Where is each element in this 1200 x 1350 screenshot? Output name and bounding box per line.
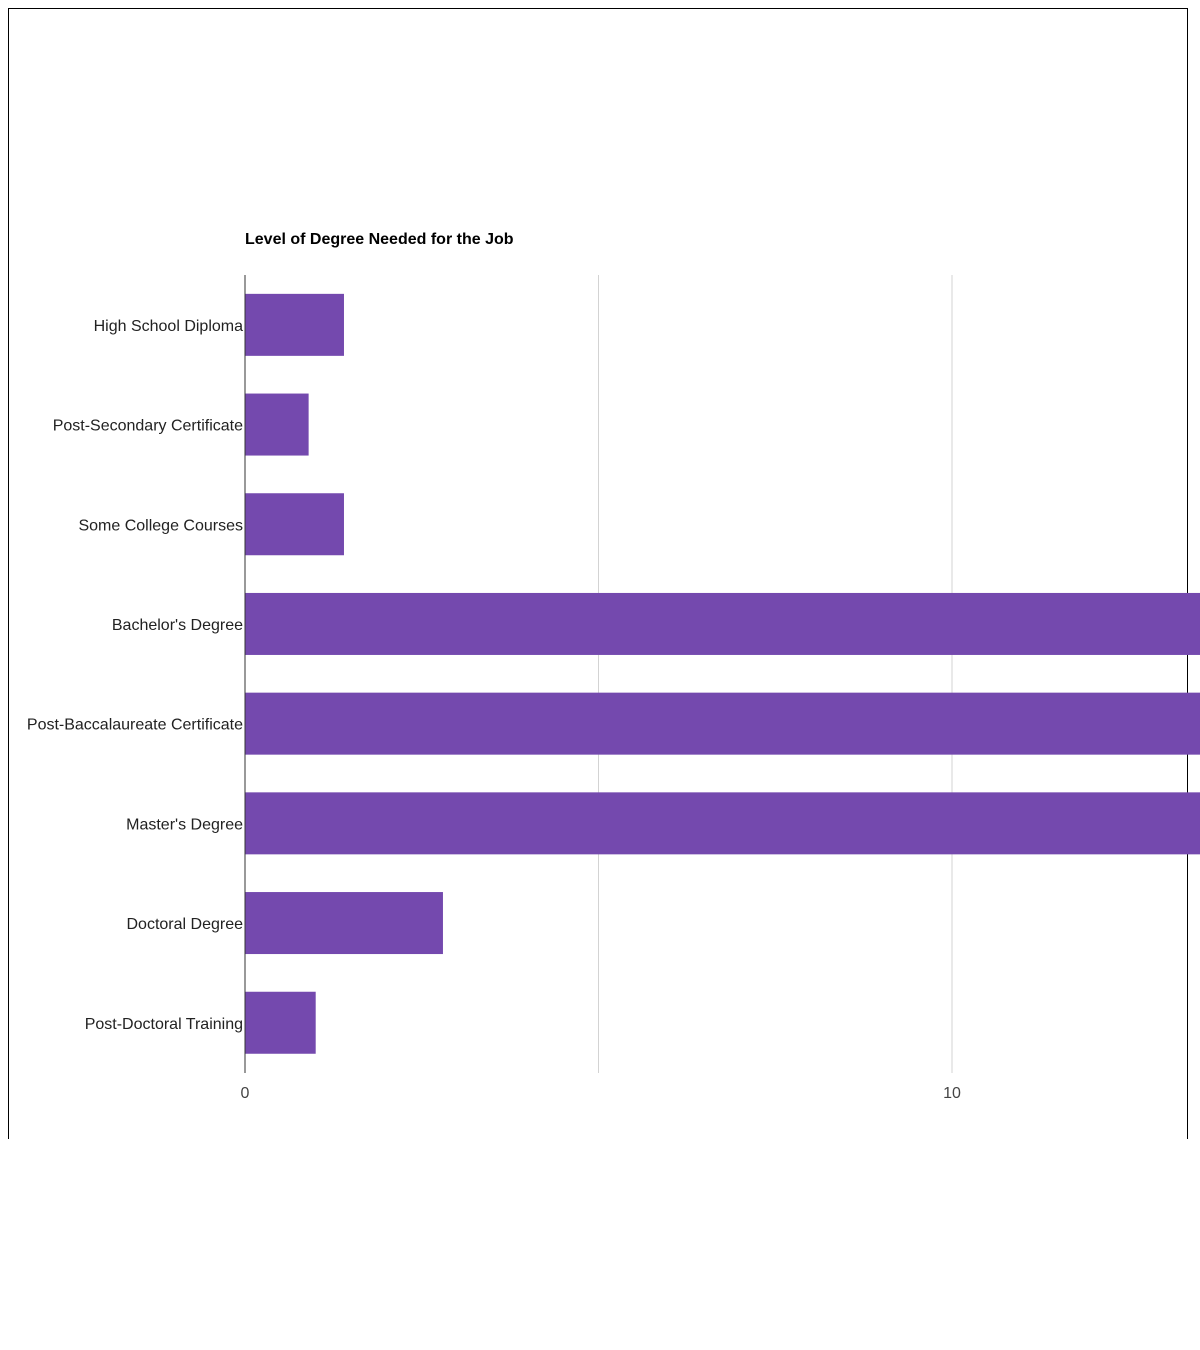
bar-7 xyxy=(245,992,316,1054)
x-tick-labels xyxy=(241,1085,1200,1102)
x-tick-label-10: 10 xyxy=(943,1085,961,1102)
bar-0 xyxy=(245,294,344,356)
bar-3 xyxy=(245,593,1200,655)
bar-5 xyxy=(245,792,1200,854)
grid-lines xyxy=(599,275,1200,1073)
category-label-4: Post-Baccalaureate Certificate xyxy=(26,716,243,734)
bar-6 xyxy=(245,892,443,954)
bar-1 xyxy=(245,394,309,456)
x-tick-label-0: 0 xyxy=(240,1085,250,1102)
bars xyxy=(245,294,1200,1054)
category-label-1: Post-Secondary Certificate xyxy=(52,417,243,435)
bar-2 xyxy=(245,493,344,555)
category-label-5: Master's Degree xyxy=(126,816,243,834)
category-label-3: Bachelor's Degree xyxy=(111,616,243,634)
category-label-7: Post-Doctoral Training xyxy=(84,1015,243,1033)
category-label-6: Doctoral Degree xyxy=(126,916,243,934)
chart-title: Level of Degree Needed for the Job xyxy=(245,231,514,248)
bar-4 xyxy=(245,693,1200,755)
category-label-0: High School Diploma xyxy=(93,317,243,335)
category-labels xyxy=(27,318,243,1033)
category-label-2: Some College Courses xyxy=(78,517,243,535)
